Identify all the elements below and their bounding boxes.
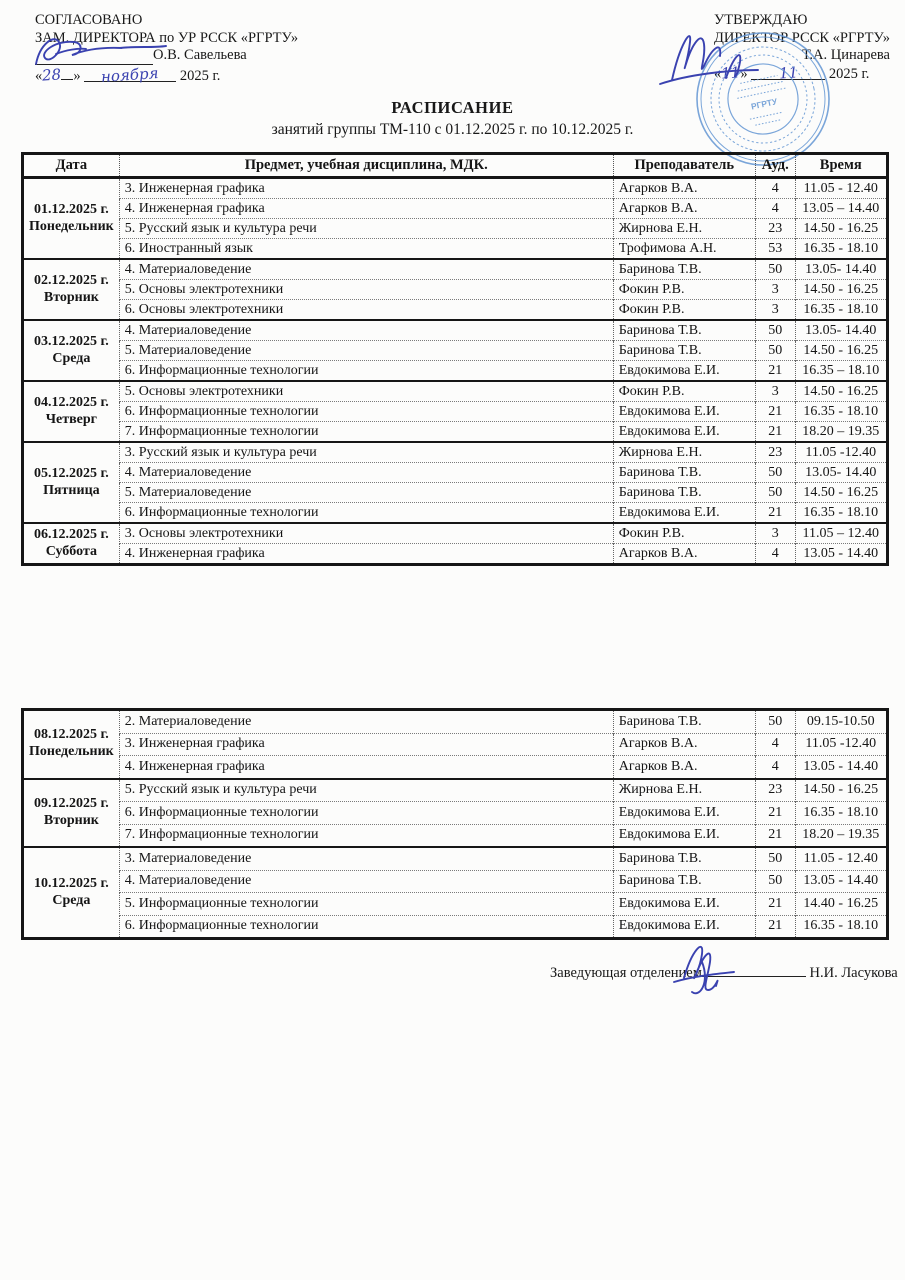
subject-cell: 3. Русский язык и культура речи — [119, 442, 613, 463]
room-cell: 3 — [755, 300, 795, 321]
date-cell — [23, 523, 120, 565]
subject-cell: 6. Основы электротехники — [119, 300, 613, 321]
date-text: 10.12.2025 г. — [33, 875, 109, 891]
table-row — [23, 199, 888, 219]
room-cell: 21 — [755, 402, 795, 422]
room-cell: 21 — [755, 361, 795, 382]
room-cell: 23 — [755, 219, 795, 239]
time-cell: 18.20 – 19.35 — [795, 422, 887, 443]
approval-block-left — [35, 12, 298, 85]
subject-cell: 5. Информационные технологии — [119, 893, 613, 916]
table-row — [23, 402, 888, 422]
subject-cell: 7. Информационные технологии — [119, 824, 613, 847]
table-row — [23, 361, 888, 382]
date-text: 01.12.2025 г. — [33, 201, 109, 217]
room-cell: 3 — [755, 280, 795, 300]
subject-cell: 4. Материаловедение — [119, 259, 613, 280]
handwritten-month-right: 11 — [778, 62, 799, 83]
table-row — [23, 442, 888, 463]
room-cell: 21 — [755, 802, 795, 825]
footer-name: Н.И. Ласукова — [809, 965, 898, 981]
subject-cell: 5. Материаловедение — [119, 341, 613, 361]
weekday-text: Понедельник — [29, 218, 114, 234]
subject-cell: 7. Информационные технологии — [119, 422, 613, 443]
approval-left-date-line: «28 » ноября 2025 г. — [35, 63, 221, 86]
subject-cell: 4. Инженерная графика — [119, 756, 613, 779]
weekday-text: Вторник — [43, 812, 99, 828]
room-cell: 21 — [755, 422, 795, 443]
teacher-cell: Баринова Т.В. — [613, 341, 755, 361]
room-cell: 4 — [755, 199, 795, 219]
room-cell: 4 — [755, 178, 795, 199]
subject-cell: 6. Информационные технологии — [119, 915, 613, 939]
teacher-cell: Трофимова А.Н. — [613, 239, 755, 260]
time-cell: 16.35 - 18.10 — [795, 503, 887, 524]
table-row — [23, 733, 888, 756]
teacher-cell: Жирнова Е.Н. — [613, 779, 755, 802]
approval-left-name: О.В. Савельева — [153, 47, 247, 63]
table-row — [23, 381, 888, 402]
date-text: 05.12.2025 г. — [33, 465, 109, 481]
teacher-cell: Жирнова Е.Н. — [613, 442, 755, 463]
room-cell: 4 — [755, 544, 795, 565]
schedule-table — [21, 152, 889, 566]
approval-block-right — [714, 12, 890, 83]
table-row — [23, 915, 888, 939]
table-row — [23, 756, 888, 779]
table-row — [23, 178, 888, 199]
date-text: 04.12.2025 г. — [33, 394, 109, 410]
subject-cell: 4. Материаловедение — [119, 320, 613, 341]
table-row — [23, 893, 888, 916]
approval-left-year: 2025 г. — [179, 67, 221, 84]
table-row — [23, 870, 888, 893]
subject-cell: 5. Русский язык и культура речи — [119, 219, 613, 239]
time-cell: 16.35 - 18.10 — [795, 239, 887, 260]
teacher-cell: Евдокимова Е.И. — [613, 361, 755, 382]
approval-right-line1: УТВЕРЖДАЮ — [714, 12, 808, 28]
handwritten-month: ноября — [100, 63, 160, 86]
weekday-text: Вторник — [43, 289, 99, 305]
teacher-cell: Агарков В.А. — [613, 756, 755, 779]
schedule-table-week1 — [21, 152, 889, 566]
time-cell: 16.35 - 18.10 — [795, 802, 887, 825]
time-cell: 13.05 - 14.40 — [795, 870, 887, 893]
time-cell: 14.50 - 16.25 — [795, 483, 887, 503]
time-cell: 16.35 – 18.10 — [795, 361, 887, 382]
footer-signoff — [550, 962, 898, 982]
room-cell: 21 — [755, 503, 795, 524]
teacher-cell: Баринова Т.В. — [613, 710, 755, 734]
footer-signature-line — [702, 962, 806, 977]
time-cell: 13.05 – 14.40 — [795, 199, 887, 219]
table-row — [23, 544, 888, 565]
subject-cell: 4. Инженерная графика — [119, 544, 613, 565]
time-cell: 13.05 - 14.40 — [795, 544, 887, 565]
date-cell — [23, 381, 120, 442]
table-row — [23, 219, 888, 239]
time-cell: 11.05 - 12.40 — [795, 178, 887, 199]
time-cell: 13.05- 14.40 — [795, 463, 887, 483]
room-cell: 4 — [755, 756, 795, 779]
approval-right-line2: ДИРЕКТОР РССК «РГРТУ» — [714, 29, 891, 46]
time-cell: 13.05- 14.40 — [795, 259, 887, 280]
time-cell: 14.50 - 16.25 — [795, 381, 887, 402]
subject-cell: 4. Инженерная графика — [119, 199, 613, 219]
room-cell: 3 — [755, 381, 795, 402]
table-row — [23, 239, 888, 260]
date-cell — [23, 779, 120, 848]
room-cell: 21 — [755, 824, 795, 847]
column-header: Предмет, учебная дисциплина, МДК. — [119, 154, 613, 178]
teacher-cell: Агарков В.А. — [613, 733, 755, 756]
subject-cell: 5. Основы электротехники — [119, 280, 613, 300]
weekday-text: Среда — [52, 350, 91, 366]
time-cell: 16.35 - 18.10 — [795, 402, 887, 422]
room-cell: 50 — [755, 259, 795, 280]
subject-cell: 4. Материаловедение — [119, 870, 613, 893]
room-cell: 50 — [755, 463, 795, 483]
schedule-table-week2 — [21, 708, 889, 940]
subject-cell: 2. Материаловедение — [119, 710, 613, 734]
subject-cell: 5. Русский язык и культура речи — [119, 779, 613, 802]
weekday-text: Четверг — [45, 411, 98, 427]
teacher-cell: Баринова Т.В. — [613, 870, 755, 893]
teacher-cell: Агарков В.А. — [613, 544, 755, 565]
subject-cell: 5. Материаловедение — [119, 483, 613, 503]
subject-cell: 4. Материаловедение — [119, 463, 613, 483]
weekday-text: Суббота — [45, 543, 97, 559]
table-row — [23, 259, 888, 280]
weekday-text: Пятница — [43, 482, 100, 498]
handwritten-day-right: 11 — [720, 62, 741, 83]
stamp-center-text: РГРТУ — [750, 96, 779, 112]
room-cell: 53 — [755, 239, 795, 260]
approval-left-line1: СОГЛАСОВАНО — [35, 12, 143, 28]
table-header-row — [23, 154, 888, 178]
teacher-cell: Евдокимова Е.И. — [613, 402, 755, 422]
teacher-cell: Баринова Т.В. — [613, 483, 755, 503]
table-row — [23, 341, 888, 361]
teacher-cell: Евдокимова Е.И. — [613, 915, 755, 939]
teacher-cell: Евдокимова Е.И. — [613, 893, 755, 916]
time-cell: 11.05 -12.40 — [795, 442, 887, 463]
time-cell: 16.35 - 18.10 — [795, 915, 887, 939]
date-cell — [23, 259, 120, 320]
time-cell: 11.05 - 12.40 — [795, 847, 887, 870]
teacher-cell: Баринова Т.В. — [613, 259, 755, 280]
teacher-cell: Жирнова Е.Н. — [613, 219, 755, 239]
time-cell: 14.50 - 16.25 — [795, 779, 887, 802]
approval-right-date-line: «11» 11 2025 г. — [714, 62, 870, 83]
table-row — [23, 422, 888, 443]
room-cell: 50 — [755, 320, 795, 341]
table-row — [23, 779, 888, 802]
subject-cell: 6. Иностранный язык — [119, 239, 613, 260]
teacher-cell: Фокин Р.В. — [613, 300, 755, 321]
teacher-cell: Баринова Т.В. — [613, 320, 755, 341]
date-text: 09.12.2025 г. — [33, 795, 109, 811]
teacher-cell: Евдокимова Е.И. — [613, 802, 755, 825]
time-cell: 13.05- 14.40 — [795, 320, 887, 341]
date-text: 02.12.2025 г. — [33, 272, 109, 288]
table-row — [23, 463, 888, 483]
table-row — [23, 320, 888, 341]
weekday-text: Понедельник — [29, 744, 114, 760]
room-cell: 23 — [755, 442, 795, 463]
date-cell — [23, 178, 120, 260]
teacher-cell: Фокин Р.В. — [613, 523, 755, 544]
approval-left-name-line — [35, 47, 298, 65]
table-row — [23, 710, 888, 734]
room-cell: 50 — [755, 710, 795, 734]
time-cell: 16.35 - 18.10 — [795, 300, 887, 321]
teacher-cell: Фокин Р.В. — [613, 381, 755, 402]
table-row — [23, 483, 888, 503]
page-subtitle: занятий группы ТМ-110 с 01.12.2025 г. по 10.12.2025 г. — [271, 121, 634, 138]
date-text: 08.12.2025 г. — [33, 727, 109, 743]
column-header: Ауд. — [755, 154, 795, 178]
date-cell — [23, 847, 120, 939]
time-cell: 14.50 - 16.25 — [795, 219, 887, 239]
teacher-cell: Евдокимова Е.И. — [613, 503, 755, 524]
teacher-cell: Баринова Т.В. — [613, 463, 755, 483]
schedule-table — [21, 708, 889, 940]
signature-line — [35, 50, 153, 65]
date-cell — [23, 710, 120, 779]
time-cell: 14.40 - 16.25 — [795, 893, 887, 916]
table-row — [23, 847, 888, 870]
room-cell: 50 — [755, 483, 795, 503]
subject-cell: 5. Основы электротехники — [119, 381, 613, 402]
table-row — [23, 824, 888, 847]
subject-cell: 6. Информационные технологии — [119, 402, 613, 422]
teacher-cell: Агарков В.А. — [613, 199, 755, 219]
document-title-block — [0, 98, 905, 139]
page-title: РАСПИСАНИЕ — [391, 98, 514, 117]
table-row — [23, 300, 888, 321]
subject-cell: 6. Информационные технологии — [119, 802, 613, 825]
time-cell: 11.05 -12.40 — [795, 733, 887, 756]
subject-cell: 3. Материаловедение — [119, 847, 613, 870]
teacher-cell: Фокин Р.В. — [613, 280, 755, 300]
approval-right-year: 2025 г. — [828, 65, 870, 82]
time-cell: 14.50 - 16.25 — [795, 280, 887, 300]
teacher-cell: Евдокимова Е.И. — [613, 422, 755, 443]
subject-cell: 3. Инженерная графика — [119, 178, 613, 199]
handwritten-day: 28 — [41, 64, 62, 85]
room-cell: 3 — [755, 523, 795, 544]
column-header: Дата — [23, 154, 120, 178]
table-row — [23, 802, 888, 825]
room-cell: 21 — [755, 893, 795, 916]
time-cell: 18.20 – 19.35 — [795, 824, 887, 847]
date-text: 03.12.2025 г. — [33, 333, 109, 349]
room-cell: 50 — [755, 341, 795, 361]
table-row — [23, 523, 888, 544]
teacher-cell: Агарков В.А. — [613, 178, 755, 199]
column-header: Преподаватель — [613, 154, 755, 178]
teacher-cell: Баринова Т.В. — [613, 847, 755, 870]
time-cell: 09.15-10.50 — [795, 710, 887, 734]
time-cell: 13.05 - 14.40 — [795, 756, 887, 779]
room-cell: 4 — [755, 733, 795, 756]
subject-cell: 3. Инженерная графика — [119, 733, 613, 756]
date-text: 06.12.2025 г. — [33, 526, 109, 542]
time-cell: 14.50 - 16.25 — [795, 341, 887, 361]
room-cell: 23 — [755, 779, 795, 802]
subject-cell: 6. Информационные технологии — [119, 503, 613, 524]
time-cell: 11.05 – 12.40 — [795, 523, 887, 544]
footer-label: Заведующая отделением — [550, 965, 702, 981]
teacher-cell: Евдокимова Е.И. — [613, 824, 755, 847]
subject-cell: 3. Основы электротехники — [119, 523, 613, 544]
room-cell: 50 — [755, 870, 795, 893]
weekday-text: Среда — [52, 892, 91, 908]
date-cell — [23, 320, 120, 381]
room-cell: 21 — [755, 915, 795, 939]
approval-right-name: Т.А. Цинарева — [802, 47, 890, 63]
table-row — [23, 503, 888, 524]
approval-left-line2: ЗАМ. ДИРЕКТОРА по УР РССК «РГРТУ» — [35, 29, 299, 46]
date-cell — [23, 442, 120, 523]
column-header: Время — [795, 154, 887, 178]
room-cell: 50 — [755, 847, 795, 870]
table-row — [23, 280, 888, 300]
subject-cell: 6. Информационные технологии — [119, 361, 613, 382]
